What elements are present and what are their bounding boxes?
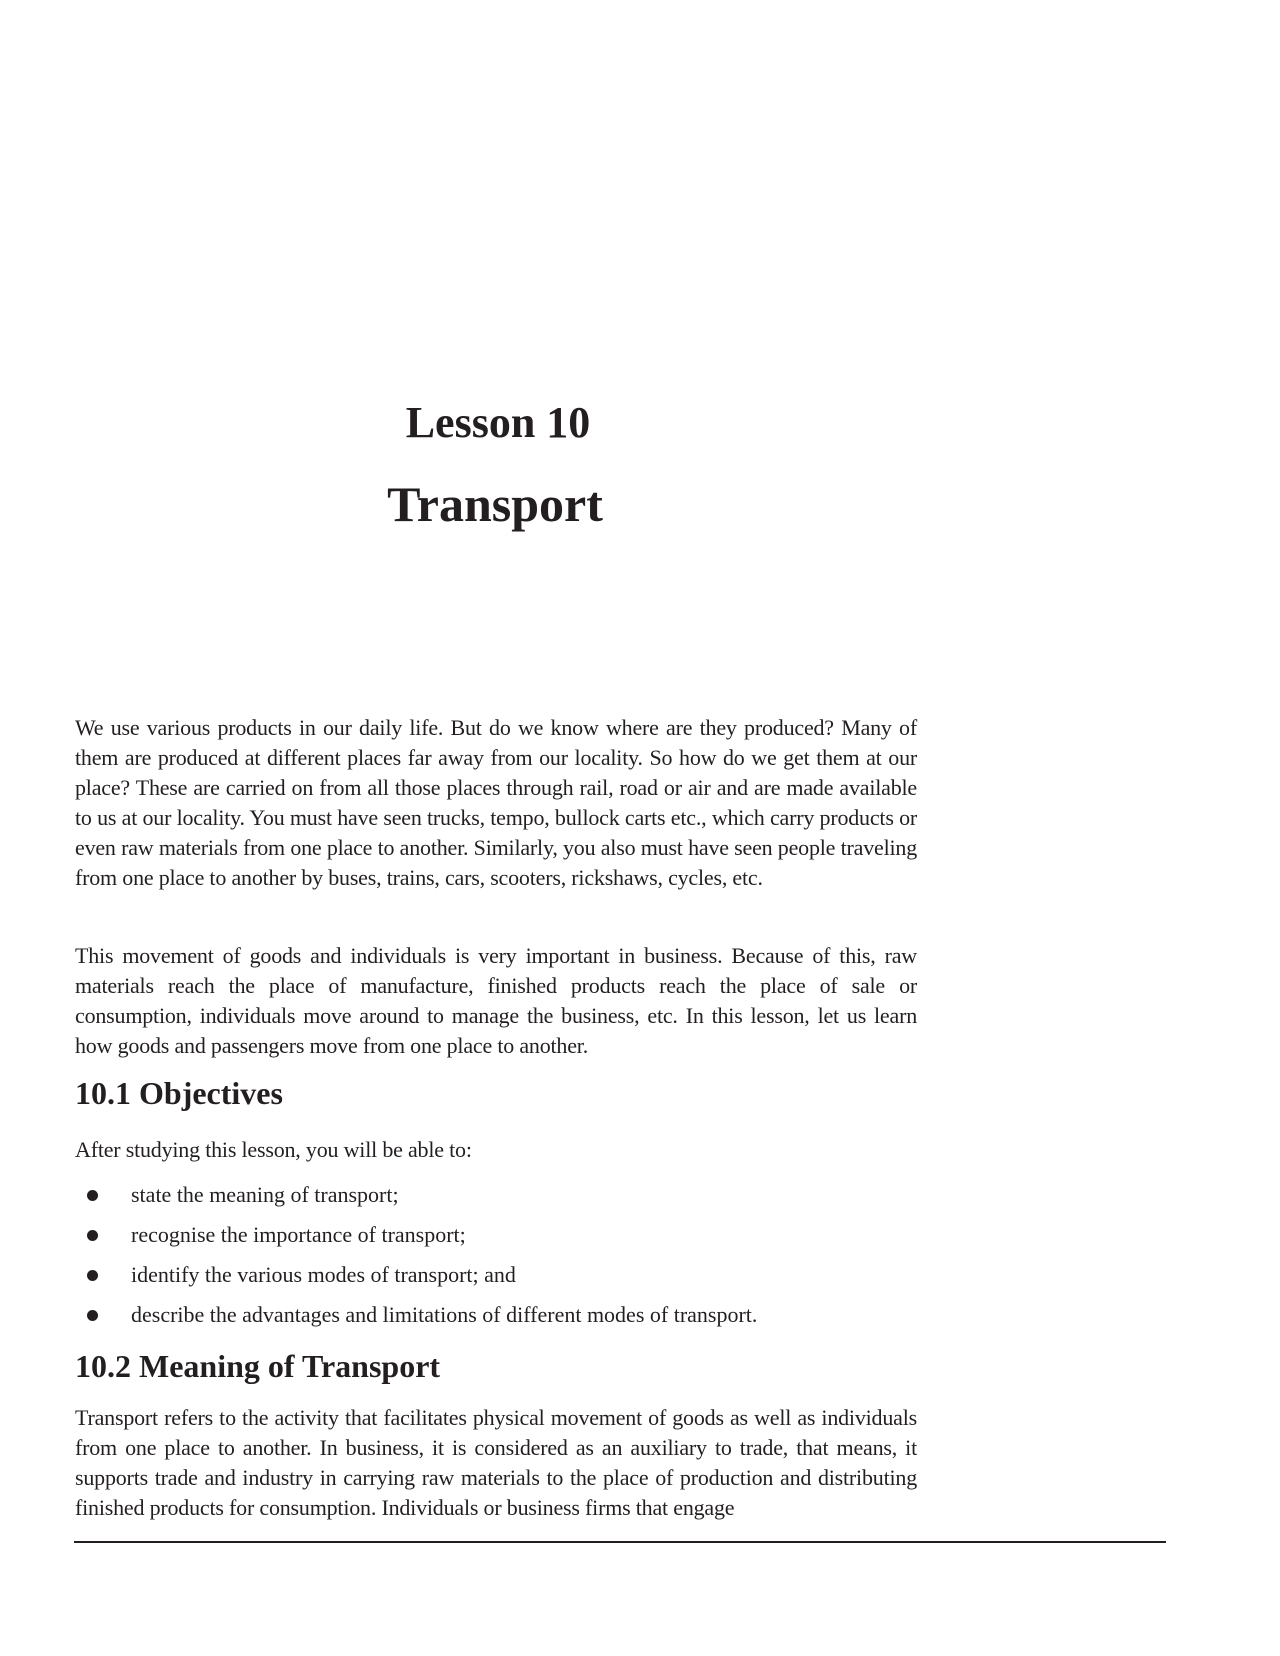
bullet-icon bbox=[87, 1190, 98, 1201]
objective-item bbox=[75, 1215, 917, 1255]
meaning-paragraph: Transport refers to the activity that facilitates physical movement of goods as well as individuals from one place to another. In business, it is considered as an auxiliary to trade, that means, it supports trade and industry in carrying raw materials to the place of production and distributing finished products for consumption. Individuals or business firms that engage bbox=[75, 1405, 917, 1520]
objectives-heading: 10.1 Objectives bbox=[75, 1075, 283, 1111]
intro-paragraph-2: This movement of goods and individuals is very important in business. Because of this, raw materials reach the place of manufacture, finished products reach the place of sale or consumption, individuals move around to manage the business, etc. In this lesson, let us learn how goods and passengers move from one place to another. bbox=[75, 943, 917, 1058]
objective-item bbox=[75, 1295, 917, 1335]
intro-paragraph-1: We use various products in our daily life. But do we know where are they produced? Many of them are produced at different places far away from our locality. So how do we get them at our place? These are carried on from all those places through rail, road or air and are made available to us at our locality. You must have seen trucks, tempo, bullock carts etc., which carry products or even raw materials from one place to another. Similarly, you also must have seen people traveling from one place to another by buses, trains, cars, scooters, rickshaws, cycles, etc. bbox=[75, 715, 917, 890]
objective-text: state the meaning of transport; bbox=[131, 1182, 399, 1207]
objective-item bbox=[75, 1175, 917, 1215]
lesson-title: Transport bbox=[387, 476, 603, 532]
objective-text: describe the advantages and limitations of different modes of transport. bbox=[131, 1302, 758, 1327]
objective-item bbox=[75, 1255, 917, 1295]
bullet-icon bbox=[87, 1310, 98, 1321]
lesson-number: Lesson 10 bbox=[405, 398, 591, 447]
objectives-list bbox=[75, 1175, 917, 1335]
bullet-icon bbox=[87, 1270, 98, 1281]
objectives-intro: After studying this lesson, you will be able to: bbox=[75, 1137, 472, 1162]
bullet-icon bbox=[87, 1230, 98, 1241]
meaning-heading: 10.2 Meaning of Transport bbox=[75, 1348, 441, 1384]
objective-text: identify the various modes of transport; and bbox=[131, 1262, 516, 1287]
objective-text: recognise the importance of transport; bbox=[131, 1222, 466, 1247]
footer-rule bbox=[74, 1541, 1166, 1543]
